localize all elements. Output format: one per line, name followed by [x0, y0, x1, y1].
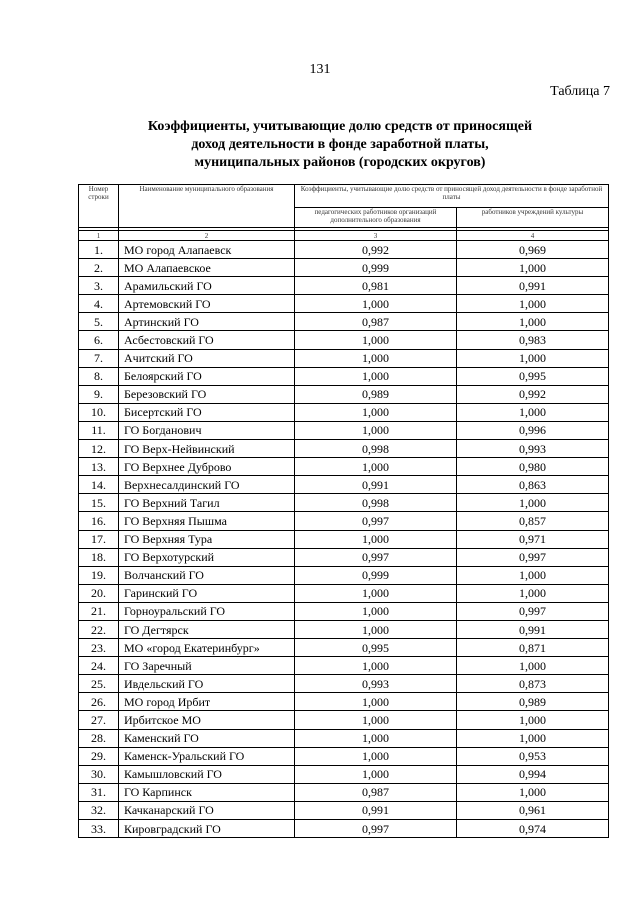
- row-number: 11.: [79, 421, 119, 439]
- table-row: [79, 602, 609, 620]
- column-index: 2: [119, 231, 295, 241]
- culture-coefficient: 0,997: [457, 602, 609, 620]
- column-index: 1: [79, 231, 119, 241]
- table-row: [79, 801, 609, 819]
- municipality-name: Волчанский ГО: [119, 566, 295, 584]
- municipality-name: Камышловский ГО: [119, 765, 295, 783]
- teachers-coefficient: 0,998: [295, 440, 457, 458]
- municipality-name: Асбестовский ГО: [119, 331, 295, 349]
- row-number: 23.: [79, 639, 119, 657]
- table-row: [79, 421, 609, 439]
- culture-coefficient: 0,994: [457, 765, 609, 783]
- table-row: [79, 458, 609, 476]
- teachers-coefficient: 1,000: [295, 367, 457, 385]
- teachers-coefficient: 1,000: [295, 349, 457, 367]
- row-number: 10.: [79, 403, 119, 421]
- teachers-coefficient: 1,000: [295, 421, 457, 439]
- municipality-name: ГО Дегтярск: [119, 620, 295, 638]
- culture-coefficient: 0,857: [457, 512, 609, 530]
- table-row: [79, 729, 609, 747]
- teachers-coefficient: 0,987: [295, 313, 457, 331]
- row-number: 22.: [79, 620, 119, 638]
- table-row: [79, 313, 609, 331]
- culture-coefficient: 0,995: [457, 367, 609, 385]
- table-row: [79, 403, 609, 421]
- table-row: [79, 349, 609, 367]
- municipality-name: Бисертский ГО: [119, 403, 295, 421]
- teachers-coefficient: 0,997: [295, 512, 457, 530]
- teachers-coefficient: 0,997: [295, 548, 457, 566]
- table-row: [79, 295, 609, 313]
- culture-coefficient: 1,000: [457, 494, 609, 512]
- page-number: 131: [309, 62, 331, 77]
- header-municipality: Наименование муниципального образования: [119, 185, 295, 228]
- table-row: [79, 765, 609, 783]
- culture-coefficient: 1,000: [457, 295, 609, 313]
- table-row: [79, 241, 609, 259]
- teachers-coefficient: 1,000: [295, 729, 457, 747]
- row-number: 32.: [79, 801, 119, 819]
- municipality-name: ГО Верх-Нейвинский: [119, 440, 295, 458]
- culture-coefficient: 1,000: [457, 259, 609, 277]
- row-number: 14.: [79, 476, 119, 494]
- culture-coefficient: 0,974: [457, 820, 609, 838]
- row-number: 2.: [79, 259, 119, 277]
- culture-coefficient: 0,871: [457, 639, 609, 657]
- teachers-coefficient: 1,000: [295, 458, 457, 476]
- municipality-name: ГО Карпинск: [119, 783, 295, 801]
- row-number: 6.: [79, 331, 119, 349]
- culture-coefficient: 1,000: [457, 711, 609, 729]
- municipality-name: МО «город Екатеринбург»: [119, 639, 295, 657]
- row-number: 12.: [79, 440, 119, 458]
- table-row: [79, 530, 609, 548]
- table-label: Таблица 7: [550, 84, 610, 99]
- teachers-coefficient: 1,000: [295, 657, 457, 675]
- teachers-coefficient: 0,998: [295, 494, 457, 512]
- municipality-name: Артинский ГО: [119, 313, 295, 331]
- table-row: [79, 820, 609, 838]
- municipality-name: ГО Верхняя Тура: [119, 530, 295, 548]
- municipality-name: ГО Заречный: [119, 657, 295, 675]
- municipality-name: Арамильский ГО: [119, 277, 295, 295]
- table-row: [79, 331, 609, 349]
- header-coefficients: Коэффициенты, учитывающие долю средств от приносящей доход деятельности в фонде заработной платы: [295, 185, 609, 208]
- municipality-name: Каменский ГО: [119, 729, 295, 747]
- culture-coefficient: 0,969: [457, 241, 609, 259]
- row-number: 5.: [79, 313, 119, 331]
- teachers-coefficient: 0,992: [295, 241, 457, 259]
- teachers-coefficient: 1,000: [295, 602, 457, 620]
- row-number: 15.: [79, 494, 119, 512]
- row-number: 24.: [79, 657, 119, 675]
- municipality-name: Горноуральский ГО: [119, 602, 295, 620]
- teachers-coefficient: 0,995: [295, 639, 457, 657]
- culture-coefficient: 0,991: [457, 277, 609, 295]
- teachers-coefficient: 0,991: [295, 801, 457, 819]
- row-number: 3.: [79, 277, 119, 295]
- row-number: 8.: [79, 367, 119, 385]
- teachers-coefficient: 0,999: [295, 566, 457, 584]
- municipality-name: Ирбитское МО: [119, 711, 295, 729]
- header-culture: работников учреждений культуры: [457, 208, 609, 228]
- municipality-name: ГО Богданович: [119, 421, 295, 439]
- table-row: [79, 783, 609, 801]
- row-number: 29.: [79, 747, 119, 765]
- teachers-coefficient: 1,000: [295, 747, 457, 765]
- row-number: 18.: [79, 548, 119, 566]
- table-row: [79, 277, 609, 295]
- row-number: 30.: [79, 765, 119, 783]
- row-number: 21.: [79, 602, 119, 620]
- culture-coefficient: 0,989: [457, 693, 609, 711]
- table-row: [79, 494, 609, 512]
- table-row: [79, 259, 609, 277]
- culture-coefficient: 1,000: [457, 349, 609, 367]
- table-row: [79, 747, 609, 765]
- municipality-name: ГО Верхняя Пышма: [119, 512, 295, 530]
- coefficients-table: [78, 184, 609, 838]
- row-number: 17.: [79, 530, 119, 548]
- culture-coefficient: 0,991: [457, 620, 609, 638]
- table-row: [79, 657, 609, 675]
- row-number: 9.: [79, 385, 119, 403]
- table-row: [79, 385, 609, 403]
- teachers-coefficient: 1,000: [295, 765, 457, 783]
- table-title: [80, 118, 600, 172]
- municipality-name: МО Алапаевское: [119, 259, 295, 277]
- row-number: 31.: [79, 783, 119, 801]
- teachers-coefficient: 1,000: [295, 620, 457, 638]
- culture-coefficient: 1,000: [457, 566, 609, 584]
- teachers-coefficient: 0,987: [295, 783, 457, 801]
- culture-coefficient: 1,000: [457, 783, 609, 801]
- municipality-name: Верхнесалдинский ГО: [119, 476, 295, 494]
- municipality-name: Березовский ГО: [119, 385, 295, 403]
- culture-coefficient: 0,992: [457, 385, 609, 403]
- header-teachers: педагогических работников организаций дополнительного образования: [295, 208, 457, 228]
- table-row: [79, 566, 609, 584]
- row-number: 4.: [79, 295, 119, 313]
- municipality-name: Гаринский ГО: [119, 584, 295, 602]
- teachers-coefficient: 0,993: [295, 675, 457, 693]
- row-number: 16.: [79, 512, 119, 530]
- teachers-coefficient: 1,000: [295, 295, 457, 313]
- culture-coefficient: 0,993: [457, 440, 609, 458]
- culture-coefficient: 0,863: [457, 476, 609, 494]
- title-line: доход деятельности в фонде заработной платы,: [191, 137, 489, 152]
- row-number: 25.: [79, 675, 119, 693]
- table-row: [79, 440, 609, 458]
- municipality-name: Артемовский ГО: [119, 295, 295, 313]
- row-number: 33.: [79, 820, 119, 838]
- municipality-name: ГО Верхний Тагил: [119, 494, 295, 512]
- table-row: [79, 693, 609, 711]
- table-row: [79, 367, 609, 385]
- table-body: [79, 241, 609, 838]
- table-row: [79, 620, 609, 638]
- culture-coefficient: 1,000: [457, 584, 609, 602]
- municipality-name: Качканарский ГО: [119, 801, 295, 819]
- row-number: 28.: [79, 729, 119, 747]
- teachers-coefficient: 1,000: [295, 584, 457, 602]
- municipality-name: Ачитский ГО: [119, 349, 295, 367]
- culture-coefficient: 0,873: [457, 675, 609, 693]
- municipality-name: ГО Верхнее Дуброво: [119, 458, 295, 476]
- row-number: 27.: [79, 711, 119, 729]
- teachers-coefficient: 1,000: [295, 530, 457, 548]
- teachers-coefficient: 1,000: [295, 403, 457, 421]
- culture-coefficient: 0,996: [457, 421, 609, 439]
- municipality-name: Белоярский ГО: [119, 367, 295, 385]
- title-line: муниципальных районов (городских округов): [194, 155, 486, 170]
- table-row: [79, 675, 609, 693]
- culture-coefficient: 0,961: [457, 801, 609, 819]
- column-index-row: [79, 231, 609, 241]
- row-number: 20.: [79, 584, 119, 602]
- teachers-coefficient: 1,000: [295, 711, 457, 729]
- column-index: 4: [457, 231, 609, 241]
- teachers-coefficient: 0,981: [295, 277, 457, 295]
- row-number: 1.: [79, 241, 119, 259]
- teachers-coefficient: 0,999: [295, 259, 457, 277]
- row-number: 19.: [79, 566, 119, 584]
- culture-coefficient: 1,000: [457, 403, 609, 421]
- table-row: [79, 476, 609, 494]
- culture-coefficient: 0,953: [457, 747, 609, 765]
- municipality-name: ГО Верхотурский: [119, 548, 295, 566]
- table-row: [79, 639, 609, 657]
- culture-coefficient: 1,000: [457, 657, 609, 675]
- teachers-coefficient: 0,989: [295, 385, 457, 403]
- row-number: 7.: [79, 349, 119, 367]
- table-row: [79, 711, 609, 729]
- culture-coefficient: 0,980: [457, 458, 609, 476]
- table-header: [79, 185, 609, 241]
- culture-coefficient: 0,997: [457, 548, 609, 566]
- municipality-name: МО город Алапаевск: [119, 241, 295, 259]
- teachers-coefficient: 1,000: [295, 331, 457, 349]
- culture-coefficient: 0,971: [457, 530, 609, 548]
- title-line: Коэффициенты, учитывающие долю средств от приносящей: [147, 119, 533, 134]
- column-index: 3: [295, 231, 457, 241]
- culture-coefficient: 1,000: [457, 313, 609, 331]
- row-number: 13.: [79, 458, 119, 476]
- row-number: 26.: [79, 693, 119, 711]
- municipality-name: Кировградский ГО: [119, 820, 295, 838]
- header-row-number: Номер строки: [79, 185, 119, 228]
- teachers-coefficient: 0,991: [295, 476, 457, 494]
- teachers-coefficient: 0,997: [295, 820, 457, 838]
- culture-coefficient: 1,000: [457, 729, 609, 747]
- table-row: [79, 512, 609, 530]
- municipality-name: МО город Ирбит: [119, 693, 295, 711]
- teachers-coefficient: 1,000: [295, 693, 457, 711]
- municipality-name: Ивдельский ГО: [119, 675, 295, 693]
- table-row: [79, 584, 609, 602]
- municipality-name: Каменск-Уральский ГО: [119, 747, 295, 765]
- culture-coefficient: 0,983: [457, 331, 609, 349]
- table-row: [79, 548, 609, 566]
